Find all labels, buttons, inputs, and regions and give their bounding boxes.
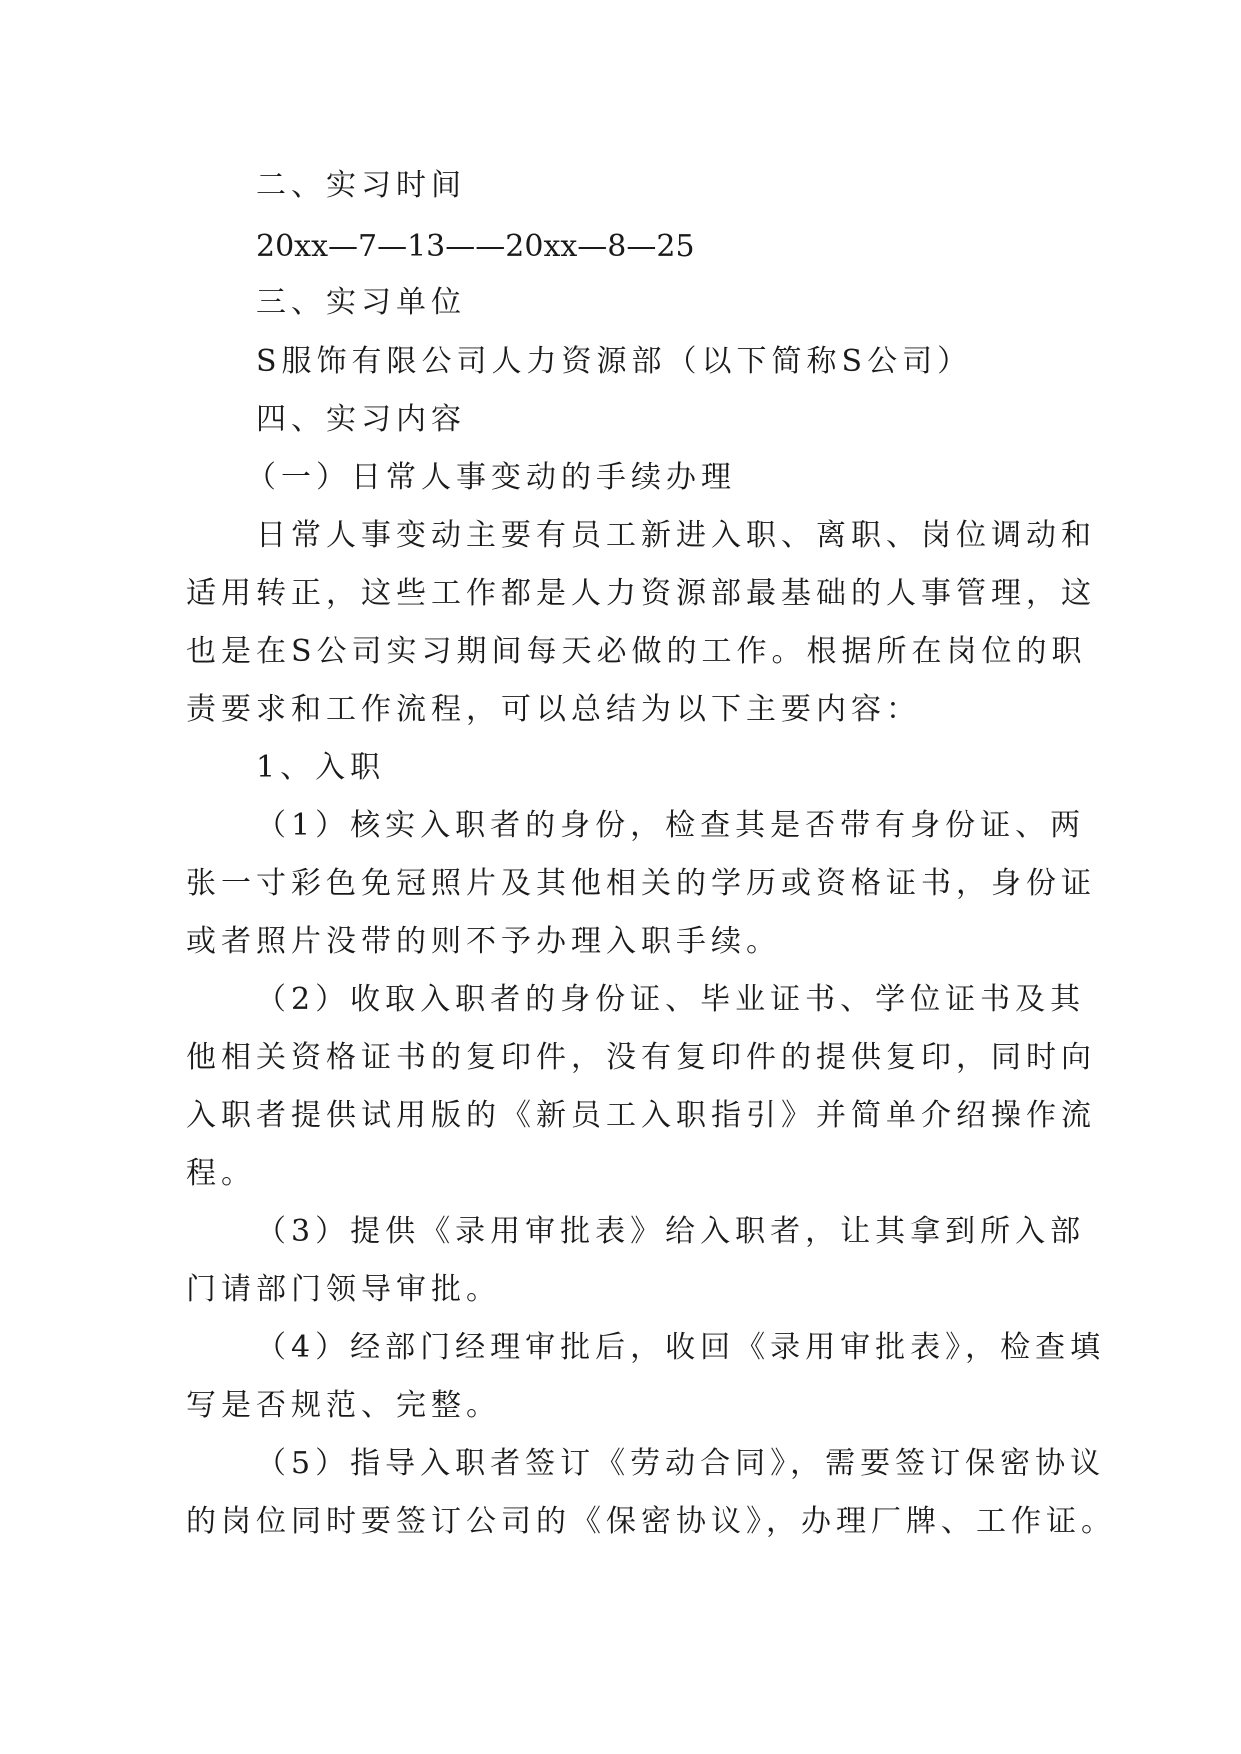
paragraph-line: （3）提供《录用审批表》给入职者，让其拿到所入部 (256, 1214, 1086, 1249)
section-heading-internship-unit: 三、实习单位 (256, 285, 466, 320)
paragraph-line: 入职者提供试用版的《新员工入职指引》并简单介绍操作流 (186, 1098, 1096, 1133)
paragraph-line: 责要求和工作流程，可以总结为以下主要内容： (186, 692, 921, 727)
paragraph-line: 或者照片没带的则不予办理入职手续。 (186, 924, 781, 959)
paragraph-line: （5）指导入职者签订《劳动合同》，需要签订保密协议 (256, 1446, 1106, 1481)
section-heading-internship-content: 四、实习内容 (256, 402, 466, 437)
paragraph-line: 的岗位同时要签订公司的《保密协议》，办理厂牌、工作证。 (186, 1504, 1116, 1539)
paragraph-line: 适用转正，这些工作都是人力资源部最基础的人事管理，这 (186, 576, 1096, 611)
paragraph-line: 门请部门领导审批。 (186, 1272, 501, 1307)
internship-date-range: 20xx—7—13——20xx—8—25 (256, 229, 695, 264)
paragraph-line: 也是在S公司实习期间每天必做的工作。根据所在岗位的职 (186, 634, 1087, 669)
paragraph-line: （2）收取入职者的身份证、毕业证书、学位证书及其 (256, 982, 1086, 1017)
paragraph-line: 日常人事变动主要有员工新进入职、离职、岗位调动和 (256, 518, 1096, 553)
internship-unit-name: S服饰有限公司人力资源部（以下简称S公司） (256, 344, 973, 379)
section-heading-internship-time: 二、实习时间 (256, 168, 466, 203)
item-heading-onboarding: 1、入职 (256, 750, 386, 785)
paragraph-line: 程。 (186, 1156, 256, 1191)
subsection-heading-personnel-changes: （一）日常人事变动的手续办理 (246, 460, 736, 495)
paragraph-line: （1）核实入职者的身份，检查其是否带有身份证、两 (256, 808, 1086, 843)
paragraph-line: （4）经部门经理审批后，收回《录用审批表》，检查填 (256, 1330, 1106, 1365)
paragraph-line: 张一寸彩色免冠照片及其他相关的学历或资格证书，身份证 (186, 866, 1096, 901)
paragraph-line: 他相关资格证书的复印件，没有复印件的提供复印，同时向 (186, 1040, 1096, 1075)
paragraph-line: 写是否规范、完整。 (186, 1388, 501, 1423)
